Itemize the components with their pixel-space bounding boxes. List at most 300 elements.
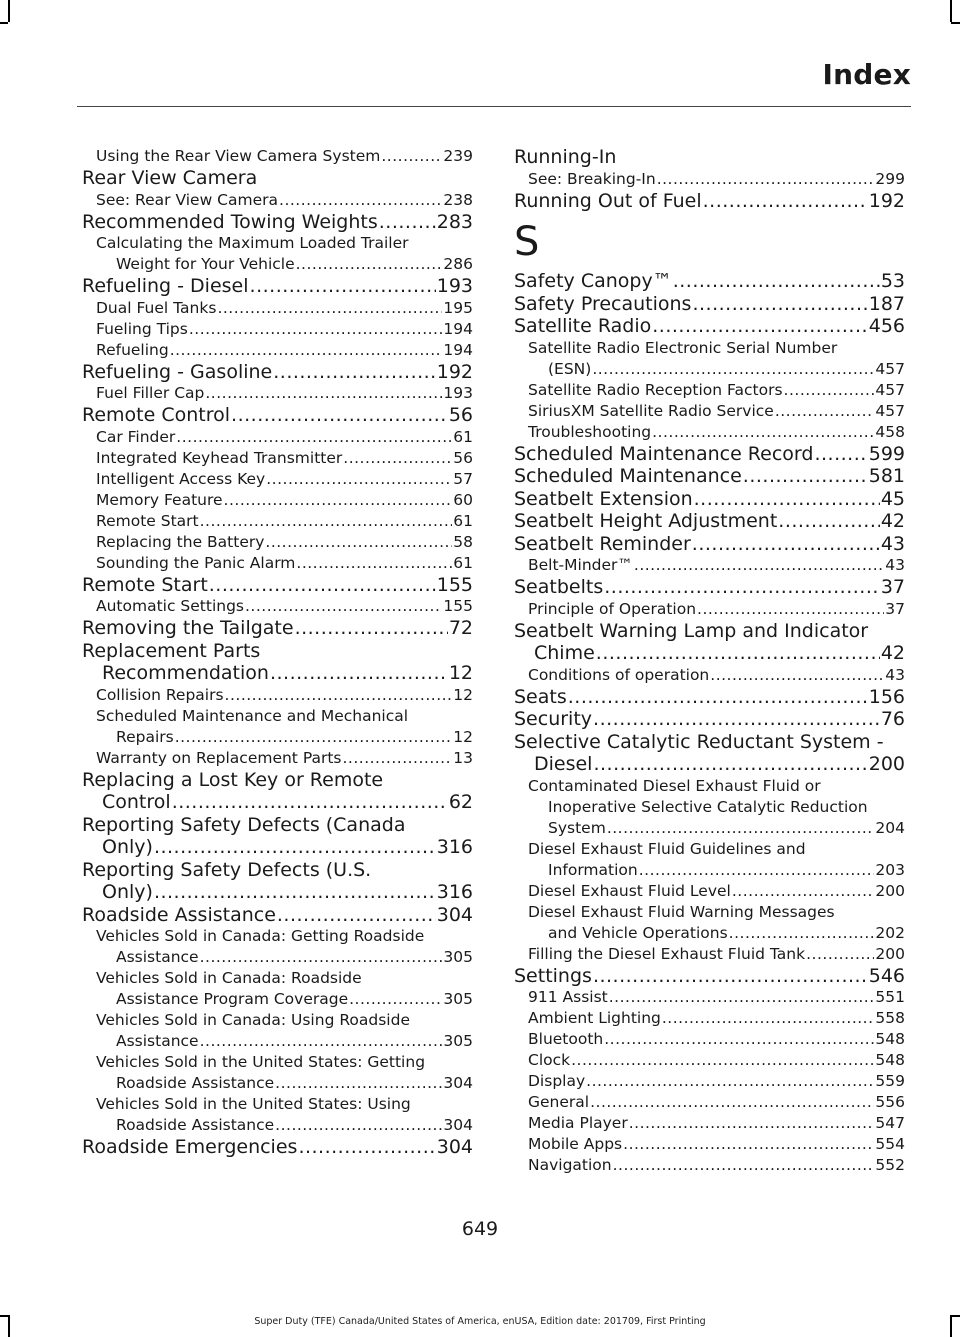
index-term: Recommended Towing Weights [82,210,378,233]
index-entry-line [528,860,905,881]
dot-leader [652,315,867,338]
index-subentry [82,427,473,448]
index-subentry [514,169,905,190]
index-subentry [82,146,473,167]
dot-leader [568,686,868,709]
index-term: Assistance [116,1032,199,1050]
index-term: Safety Canopy™ [514,270,672,292]
index-term: Sounding the Panic Alarm [96,553,296,572]
index-entry-line [82,211,473,234]
dot-leader [209,574,436,597]
index-term: Clock [528,1051,571,1069]
index-subentry [514,422,905,443]
page-reference: 200 [868,753,905,775]
index-entry-line [514,510,905,533]
index-subentry [514,1134,905,1155]
index-term: Navigation [528,1156,612,1174]
page-reference: 559 [875,1072,905,1090]
page-reference: 204 [875,818,905,837]
index-entry-line [528,1134,905,1155]
index-entry-line [528,1113,905,1134]
index-term: Principle of Operation [528,599,697,618]
index-subentry [82,706,473,748]
index-entry-line [96,511,473,532]
index-entry-line [82,617,473,640]
dot-leader [814,443,867,466]
index-subentry [82,383,473,404]
page-reference: 12 [453,685,473,704]
index-subentry [514,1071,905,1092]
page-reference: 61 [453,427,473,446]
index-term: Refueling [96,340,169,359]
dot-leader [596,642,880,665]
index-entry [82,211,473,234]
index-subentry [82,490,473,511]
page-reference: 13 [453,748,473,767]
page-reference: 43 [885,556,905,574]
page-reference: 304 [443,1116,473,1134]
dot-leader [381,146,442,167]
crop-mark-top-right-v [950,0,952,22]
dot-leader [657,169,875,190]
index-term: Scheduled Maintenance Record [514,442,814,465]
index-entry [514,686,905,709]
index-subentry [82,298,473,319]
dot-leader [743,465,868,488]
index-entry-line [82,836,473,859]
index-subentry [514,944,905,965]
dot-leader [154,836,436,859]
index-entry-line [528,818,905,839]
index-entry-line [96,340,473,361]
page-title: Index [822,58,911,91]
dot-leader [609,987,875,1008]
index-subentry [514,1113,905,1134]
page-reference: 195 [443,298,473,317]
index-entry-line [514,753,905,776]
dot-leader [673,270,880,293]
page-reference: 457 [875,401,905,420]
index-term: Repairs [116,727,174,746]
index-subentry [514,902,905,944]
index-entry-line [82,361,473,384]
index-subentry [514,1029,905,1050]
index-term: Conditions of operation [528,665,710,684]
index-entry [514,510,905,533]
index-entry [514,443,905,466]
dot-leader [604,576,880,599]
index-term: Fueling Tips [96,319,188,338]
dot-leader [231,404,448,427]
page-reference: 556 [875,1093,905,1111]
page-reference: 551 [875,988,905,1006]
index-term: Seatbelt Extension [514,487,693,510]
dot-leader [170,340,443,361]
dot-leader [176,427,452,448]
index-entry [82,904,473,927]
index-subentry [82,968,473,1010]
index-subentry [514,776,905,839]
dot-leader [634,555,884,576]
index-subentry [82,511,473,532]
index-entry [82,814,473,859]
page-reference: 548 [875,1030,905,1048]
page-reference: 304 [436,1136,473,1158]
index-entry-line [528,1071,905,1092]
index-entry [82,617,473,640]
index-term: Chime [534,642,595,664]
dot-leader [593,753,867,776]
dot-leader [154,881,436,904]
page-reference: 599 [868,442,905,465]
index-subentry [82,233,473,275]
index-entry-line [96,319,473,340]
index-subentry [514,839,905,881]
dot-leader [806,944,874,965]
dot-leader [784,380,875,401]
index-term: Remote Start [96,511,199,530]
dot-leader [571,1050,874,1071]
dot-leader [205,383,442,404]
index-entry-line [514,686,905,709]
index-entry-line [96,190,473,211]
index-column-right [514,146,905,1176]
index-term: Assistance Program Coverage [116,990,349,1008]
index-entry-line [528,1155,905,1176]
dot-leader [729,923,875,944]
index-term: Diesel [534,753,593,775]
index-term: Integrated Keyhead Transmitter [96,448,343,467]
index-entry-line [528,923,905,944]
page-reference: 305 [443,990,473,1008]
page-reference: 42 [880,642,905,664]
index-term: Selective Catalytic Reductant System - [514,730,884,753]
page-number: 649 [461,1218,499,1240]
index-term: Assistance [116,948,199,966]
page-reference: 37 [885,599,905,618]
index-entry-line [82,1136,473,1159]
index-entry [514,146,905,169]
index-term: 911 Assist [528,988,608,1006]
page-reference: 458 [875,422,905,441]
dot-leader [296,553,452,574]
index-entry-line [96,469,473,490]
dot-leader [775,401,875,422]
dot-leader [652,422,874,443]
index-term: Satellite Radio [514,315,652,337]
index-term: Refueling - Diesel [82,275,249,297]
index-entry-line [96,748,473,769]
footer-edition-info: Super Duty (TFE) Canada/United States of America, enUSA, Edition date: 201709, First Printing [254,1316,706,1327]
index-subentry [514,1092,905,1113]
index-entry [82,769,473,814]
index-term: Remote Control [82,404,231,426]
index-entry [82,1136,473,1159]
index-subentry [82,532,473,553]
dot-leader [694,488,880,511]
page-reference: 192 [868,189,905,212]
index-entry-line [514,488,905,511]
index-entry-line [82,791,473,814]
index-entry [82,574,473,597]
index-term: SiriusXM Satellite Radio Service [528,401,774,420]
index-term: Seatbelt Height Adjustment [514,510,778,532]
dot-leader [295,617,448,640]
dot-leader [629,1113,875,1134]
index-subentry [514,380,905,401]
index-entry [514,965,905,988]
dot-leader [270,662,448,685]
page-reference: 56 [448,404,473,426]
header-divider [77,106,911,107]
dot-leader [623,1134,874,1155]
index-entry-line [96,254,473,275]
dot-leader [343,448,452,469]
dot-leader [697,599,884,620]
index-term: System [548,818,606,837]
page-reference: 200 [875,881,905,900]
index-subentry [82,469,473,490]
dot-leader [639,860,875,881]
dot-leader [590,1092,874,1113]
index-subentry [514,987,905,1008]
dot-leader [266,469,452,490]
index-subentry [82,553,473,574]
index-term: Display [528,1072,586,1090]
index-term: Safety Precautions [514,292,692,315]
page-reference: 299 [875,169,905,188]
index-entry [514,293,905,316]
page-reference: 286 [443,255,473,273]
page-reference: 305 [443,948,473,966]
page-reference: 305 [443,1032,473,1050]
dot-leader [592,359,874,380]
index-subentry [514,599,905,620]
index-entry-line [96,1031,473,1052]
index-subentry [514,1155,905,1176]
index-entry-line [514,965,905,988]
index-term: Removing the Tailgate [82,617,294,639]
index-term: Rear View Camera [82,167,258,189]
index-subentry [82,1052,473,1094]
index-entry-line [82,662,473,685]
index-entry-line [528,599,905,620]
dot-leader [296,254,443,275]
dot-leader [343,748,453,769]
page-reference: 42 [880,510,905,532]
index-subentry [514,1008,905,1029]
index-term: Satellite Radio Reception Factors [528,380,783,399]
index-term: Reporting Safety Defects (U.S. [82,858,372,881]
page-reference: 76 [880,708,905,730]
index-entry-line [514,293,905,316]
index-term: Scheduled Maintenance and Mechanical [96,706,409,725]
index-term: Ambient Lighting [528,1009,661,1027]
index-entry-line [96,298,473,319]
index-subentry [514,665,905,686]
crop-mark-top-right-h [951,22,960,24]
page-reference: 552 [875,1156,905,1174]
dot-leader [613,1155,875,1176]
page-reference: 53 [880,270,905,292]
index-entry [514,465,905,488]
dot-leader [279,190,442,211]
page-reference: 193 [436,275,473,297]
index-entry-line [514,708,905,731]
page-reference: 45 [880,487,905,510]
index-entry-line [96,1073,473,1094]
index-term: Contaminated Diesel Exhaust Fluid or [528,776,821,795]
index-term: Satellite Radio Electronic Serial Number [528,338,838,357]
page-reference: 193 [443,384,473,402]
index-term: Seats [514,685,567,708]
dot-leader [349,989,442,1010]
index-entry-line [514,190,905,213]
page-reference: 304 [436,903,473,926]
index-term: Seatbelts [514,576,604,598]
index-term: Replacing the Battery [96,532,265,551]
index-term: Diesel Exhaust Fluid Warning Messages [528,902,835,921]
dot-leader [662,1008,875,1029]
dot-leader [703,190,868,213]
dot-leader [217,298,442,319]
index-subentry [82,319,473,340]
index-subentry [514,555,905,576]
page-reference: 547 [875,1114,905,1132]
page-reference: 12 [453,727,473,746]
index-term: Roadside Emergencies [82,1136,298,1158]
dot-leader [265,532,452,553]
index-subentry [82,926,473,968]
index-term: Replacement Parts [82,639,261,662]
index-subentry [514,1050,905,1071]
page-reference: 554 [875,1135,905,1153]
index-entry [514,708,905,731]
page-reference: 200 [875,944,905,963]
index-term: Intelligent Access Key [96,469,266,488]
page-reference: 155 [443,597,473,615]
index-term: General [528,1093,590,1111]
index-term: Automatic Settings [96,597,244,615]
index-term: Scheduled Maintenance [514,465,742,487]
index-subentry [514,338,905,380]
index-group-s [514,270,905,1176]
page-reference: 37 [880,576,905,598]
index-entry-line [96,727,473,748]
index-entry-line [96,427,473,448]
index-entry-line [82,275,473,298]
index-subentry [82,685,473,706]
dot-leader [200,1031,443,1052]
dot-leader [172,791,448,814]
dot-leader [275,1115,442,1136]
index-entry-line [82,904,473,927]
index-entry-line [82,881,473,904]
index-entry [514,576,905,599]
dot-leader [607,818,875,839]
index-term: Settings [514,964,592,987]
page-reference: 43 [885,665,905,684]
page-reference: 457 [875,359,905,378]
dot-leader [692,293,867,316]
dot-leader [189,319,443,340]
page-reference: 456 [868,315,905,337]
index-term: Belt-Minder™ [528,556,633,574]
index-entry [82,640,473,685]
index-term: Collision Repairs [96,685,224,704]
dot-leader [275,1073,442,1094]
index-subentry [82,1094,473,1136]
index-entry-line [514,270,905,293]
index-term: Car Finder [96,427,176,446]
index-entry-line [528,1092,905,1113]
index-term: Recommendation [102,662,269,684]
dot-leader [586,1071,874,1092]
index-term: Vehicles Sold in the United States: Getting [96,1053,426,1071]
index-subentry [82,1010,473,1052]
index-term: Roadside Assistance [116,1116,275,1134]
index-subentry [82,596,473,617]
page-reference: 61 [453,553,473,572]
index-term: Calculating the Maximum Loaded Trailer [96,234,409,252]
index-entry-line [528,1008,905,1029]
index-term: Control [102,791,171,813]
index-entry [82,361,473,384]
crop-mark-top-left-h [0,22,8,24]
index-term: Weight for Your Vehicle [116,255,295,273]
index-entry [82,167,473,190]
index-term: (ESN) [548,359,592,378]
page-reference: 239 [443,147,473,165]
index-entry [82,859,473,904]
dot-leader [245,596,442,617]
index-entry-line [514,576,905,599]
page-reference: 316 [436,836,473,858]
index-term: Roadside Assistance [116,1074,275,1092]
index-term: Vehicles Sold in Canada: Roadside [96,969,362,987]
index-term: Bluetooth [528,1030,604,1048]
index-entry-line [96,989,473,1010]
page-reference: 192 [436,360,473,383]
index-entry-line [528,1050,905,1071]
dot-leader [298,1136,435,1159]
page-reference: 187 [868,292,905,315]
page-reference: 283 [436,210,473,233]
index-entry-line [96,553,473,574]
index-entry [82,275,473,298]
index-term: Vehicles Sold in Canada: Using Roadside [96,1011,410,1029]
page-reference: 155 [436,573,473,596]
index-entry-line [528,555,905,576]
index-term: and Vehicle Operations [548,923,728,942]
index-entry [514,190,905,213]
index-entry-line [82,404,473,427]
index-term: Media Player [528,1114,628,1132]
index-entry [514,533,905,556]
page-reference: 203 [875,860,905,879]
index-entry-line [528,359,905,380]
index-term: Using the Rear View Camera System [96,147,381,165]
dot-leader [778,510,880,533]
dot-leader [379,211,436,234]
section-letter: S [514,219,540,265]
index-entry-line [514,533,905,556]
index-entry-line [514,443,905,466]
dot-leader [224,490,453,511]
page-reference: 72 [448,617,473,639]
index-entry-line [96,383,473,404]
index-column-left [82,146,473,1159]
